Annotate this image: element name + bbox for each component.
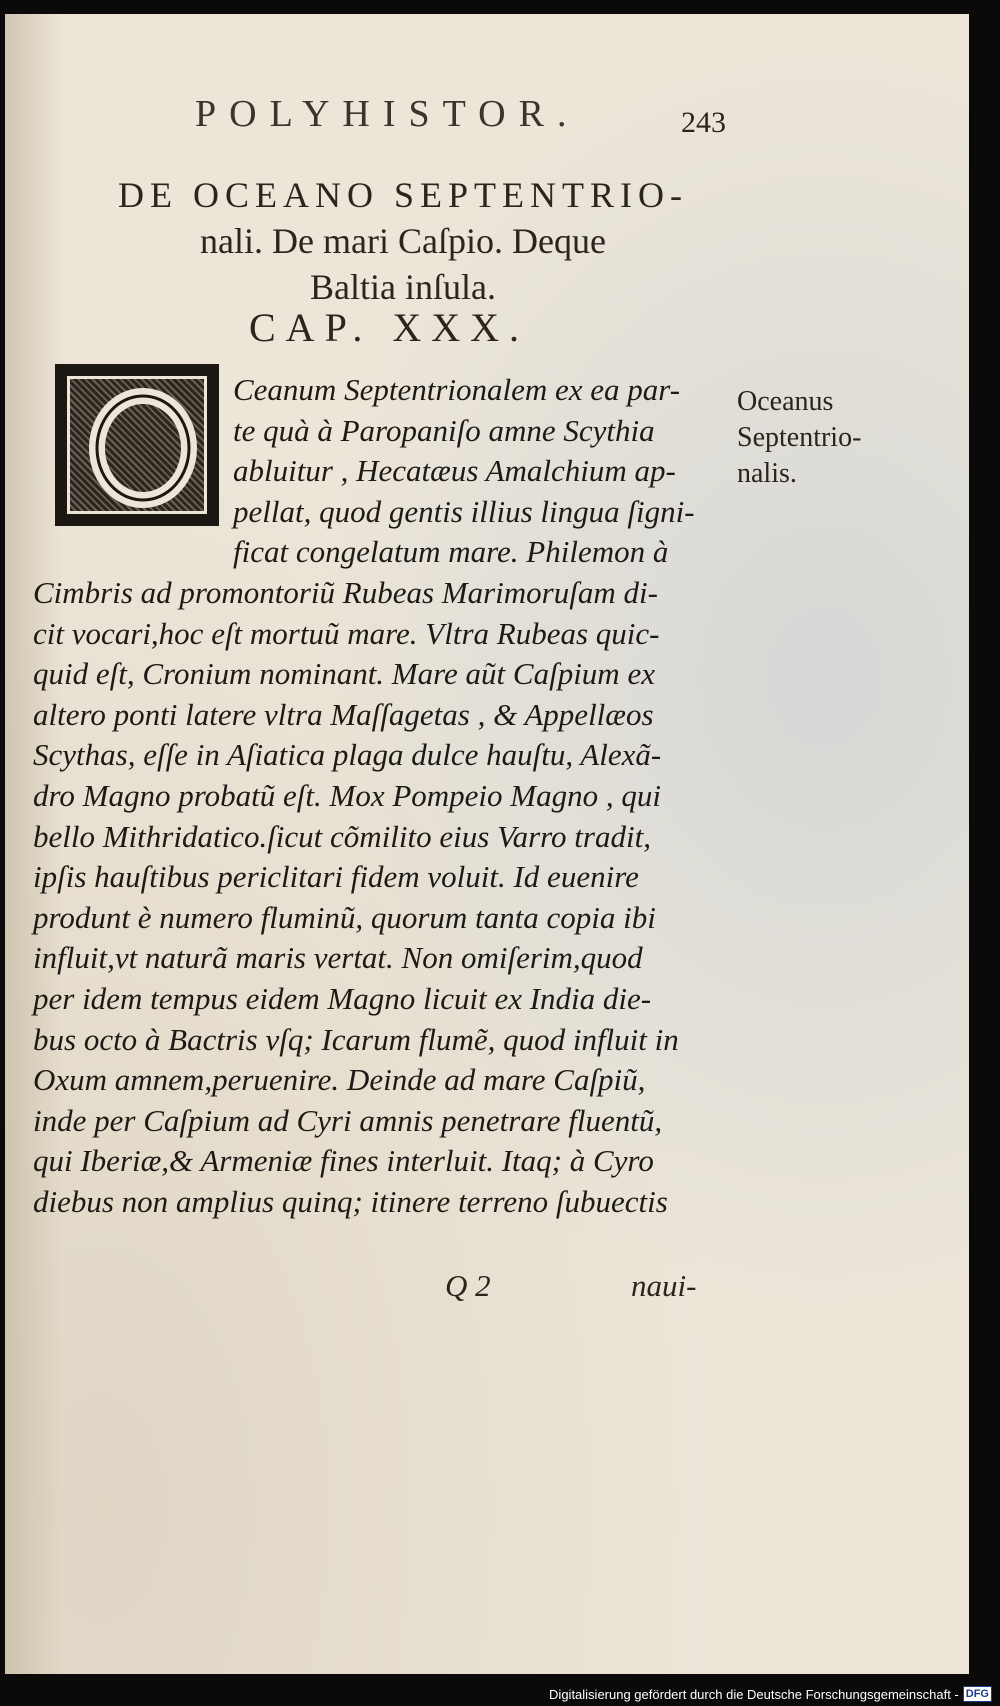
body-line: pellat, quod gentis illius lingua ſigni- (233, 493, 695, 529)
credit-text: Digitalisierung gefördert durch die Deutsche Forschungsgemeinschaft - (549, 1686, 959, 1702)
body-line: Scythas, eſſe in Aſiatica plaga dulce hauſtu, Alexã- (33, 737, 662, 773)
body-line: produnt è numero fluminũ, quorum tanta copia ibi (33, 899, 656, 935)
body-line: Ceanum Septentrionalem ex ea par- (233, 372, 681, 407)
body-line: influit,vt naturã maris vertat. Non omiſerim,quod (33, 940, 643, 976)
body-line: ficat congelatum mare. Philemon à (233, 534, 669, 570)
signature-mark: Q 2 (445, 1268, 491, 1303)
chapter-title-line-2: nali. De mari Caſpio. Deque (200, 221, 606, 261)
body-line: Oxum amnem,peruenire. Deinde ad mare Caſpiũ, (33, 1062, 646, 1098)
initial-letter: O (61, 370, 62, 371)
body-line: quid eſt, Cronium nominant. Mare aũt Caſpium ex (33, 656, 655, 692)
body-line: cit vocari,hoc eſt mortuũ mare. Vltra Rubeas quic- (33, 615, 660, 651)
chapter-title-line-3: Baltia inſula. (310, 267, 496, 307)
marginal-note (737, 384, 861, 492)
chapter-title (73, 172, 733, 310)
body-line: bello Mithridatico.ſicut cõmilito eius Varro tradit, (33, 818, 651, 854)
digitization-credit (549, 1684, 992, 1704)
marginal-note-line-1: Oceanus (737, 386, 834, 417)
body-line: qui Iberiæ,& Armeniæ fines interluit. Itaq; à Cyro (33, 1143, 654, 1179)
marginal-note-line-2: Septentrio- (737, 422, 862, 453)
book-page (5, 14, 969, 1674)
body-line: dro Magno probatũ eſt. Mox Pompeio Magno , qui (33, 777, 661, 813)
body-line: bus octo à Bactris vſq; Icarum flumẽ, quod influit in (33, 1021, 679, 1057)
body-line: per idem tempus eidem Magno licuit ex India die- (33, 980, 652, 1016)
body-line: diebus non amplius quinq; itinere terreno ſubuectis (33, 1183, 668, 1219)
body-line: ipſis hauſtibus periclitari fidem voluit. Id euenire (33, 859, 639, 895)
body-text (33, 370, 713, 1222)
body-line: te quà à Paropaniſo amne Scythia (233, 412, 655, 448)
body-line: inde per Caſpium ad Cyri amnis penetrare fluentũ, (33, 1102, 663, 1138)
chapter-number: CAP. XXX. (249, 305, 530, 350)
page-number: 243 (681, 106, 726, 139)
running-head: POLYHISTOR. (195, 93, 580, 135)
body-line: altero ponti latere vltra Maſſagetas , & Appellæos (33, 696, 654, 732)
marginal-note-line-3: nalis. (737, 458, 797, 489)
body-line: abluitur , Hecatæus Amalchium ap- (233, 453, 676, 489)
dfg-logo-icon: DFG (963, 1686, 992, 1702)
body-line: Cimbris ad promontoriũ Rubeas Marimoruſam di- (33, 574, 658, 610)
chapter-title-line-1: DE OCEANO SEPTENTRIO- (118, 175, 688, 215)
catchword: naui- (631, 1268, 697, 1303)
